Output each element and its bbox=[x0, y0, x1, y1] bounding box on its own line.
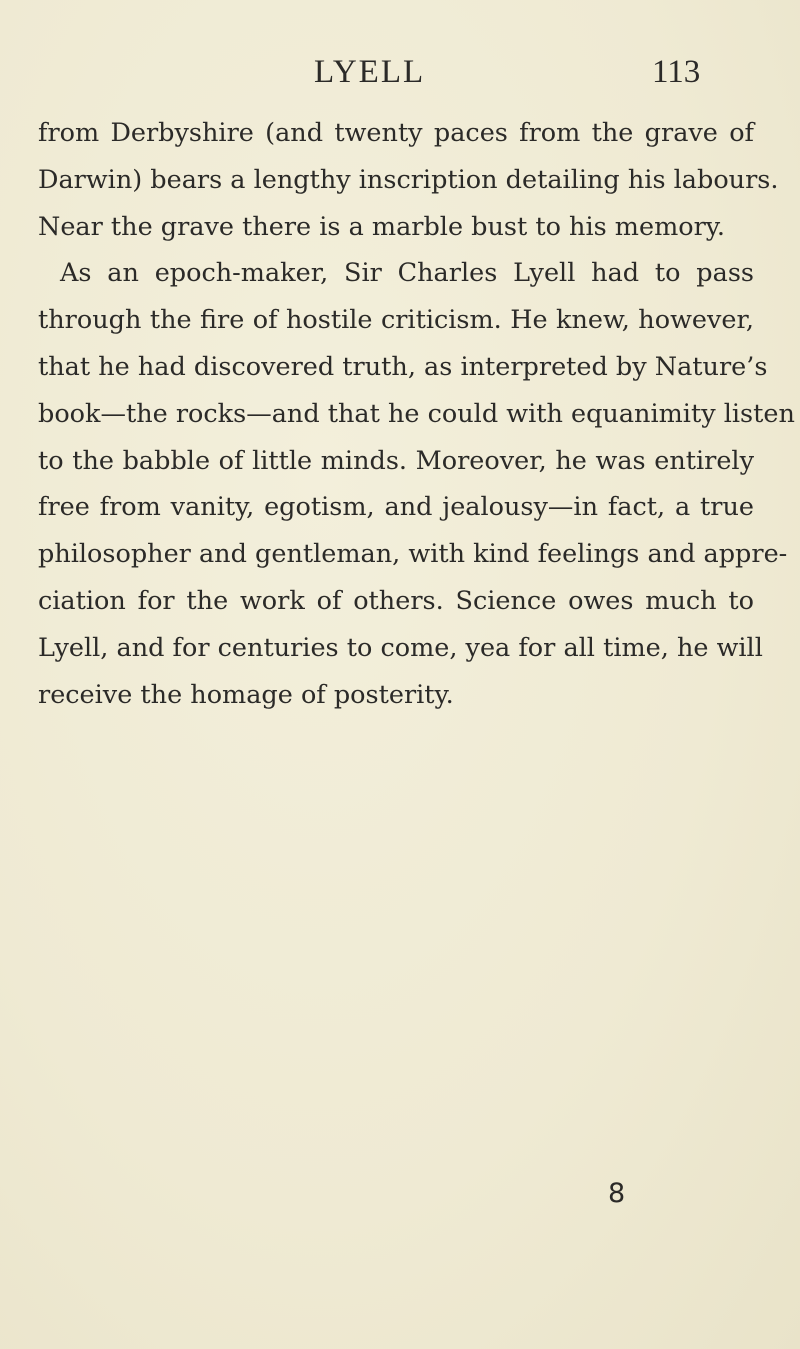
paragraph-first-line: As an epoch-maker, Sir Charles Lyell had to pass bbox=[60, 258, 754, 289]
text-line: Darwin) bears a lengthy inscription detailing his labours. bbox=[38, 164, 779, 195]
text-line: free from vanity, egotism, and jealousy—in fact, a true bbox=[38, 492, 754, 523]
text-line: ciation for the work of others. Science owes much to bbox=[38, 585, 754, 616]
text-line: philosopher and gentleman, with kind feelings and appre- bbox=[38, 539, 788, 570]
text-line: that he had discovered truth, as interpreted by Nature’s bbox=[38, 351, 768, 382]
running-head bbox=[0, 52, 800, 92]
running-title: LYELL bbox=[314, 54, 426, 90]
page-number: 113 bbox=[652, 54, 701, 90]
text-line: Lyell, and for centuries to come, yea for all time, he will bbox=[38, 632, 763, 663]
text-line: receive the homage of posterity. bbox=[38, 679, 454, 710]
text-line: to the babble of little minds. Moreover, he was entirely bbox=[38, 445, 754, 476]
signature-mark: 8 bbox=[608, 1178, 626, 1209]
text-line: through the fire of hostile criticism. He knew, however, bbox=[38, 305, 754, 336]
body-text bbox=[38, 110, 795, 718]
text-line: book—the rocks—and that he could with equanimity listen bbox=[38, 398, 795, 429]
text-line: Near the grave there is a marble bust to his memory. bbox=[38, 211, 725, 242]
text-line: from Derbyshire (and twenty paces from the grave of bbox=[38, 118, 754, 148]
